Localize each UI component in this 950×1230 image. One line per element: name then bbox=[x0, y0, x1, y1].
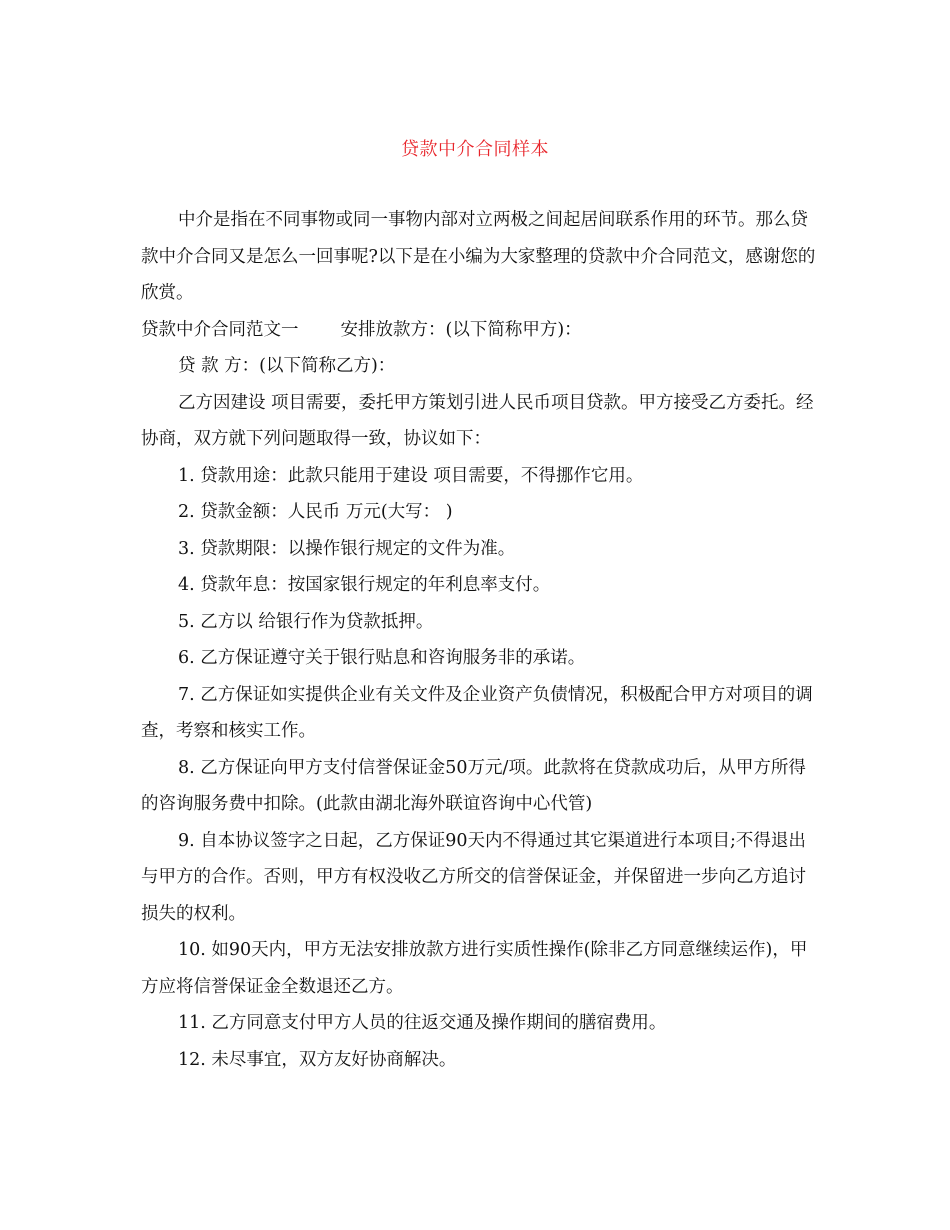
preamble-paragraph: 乙方因建设 项目需要，委托甲方策划引进人民币项目贷款。甲方接受乙方委托。经协商，双方就下列问题取得一致，协议如下： bbox=[141, 392, 814, 449]
sample-heading-line bbox=[141, 312, 816, 349]
clause-11: 11. 乙方同意支付甲方人员的往返交通及操作期间的膳宿费用。 bbox=[178, 1013, 667, 1033]
clause-6: 6. 乙方保证遵守关于银行贴息和咨询服务非的承诺。 bbox=[178, 648, 586, 668]
document-title: 贷款中介合同样本 bbox=[401, 139, 549, 160]
clause-3: 3. 贷款期限：以操作银行规定的文件为准。 bbox=[178, 538, 516, 559]
intro-paragraph: 中介是指在不同事物或同一事物内部对立两极之间起居间联系作用的环节。那么贷款中介合同又是怎么一回事呢?以下是在小编为大家整理的贷款中介合同范文，感谢您的欣赏。 bbox=[141, 210, 816, 303]
clause-4: 4. 贷款年息：按国家银行规定的年利息率支付。 bbox=[178, 575, 551, 595]
clause-9: 9. 自本协议签字之日起，乙方保证90天内不得通过其它渠道进行本项目;不得退出与甲方的合作。否则，甲方有权没收乙方所交的信誉保证金，并保留进一步向乙方追讨损失的权利。 bbox=[141, 830, 806, 924]
clause-12: 12. 未尽事宜，双方友好协商解决。 bbox=[178, 1049, 457, 1070]
document-body bbox=[141, 202, 816, 1078]
clause-8: 8. 乙方保证向甲方支付信誉保证金50万元/项。此款将在贷款成功后，从甲方所得的咨询服务费中扣除。(此款由湖北海外联谊咨询中心代管) bbox=[141, 757, 806, 814]
clause-10: 10. 如90天内，甲方无法安排放款方进行实质性操作(除非乙方同意继续运作)，甲方应将信誉保证金全数退还乙方。 bbox=[141, 940, 808, 997]
clause-1: 1. 贷款用途：此款只能用于建设 项目需要，不得挪作它用。 bbox=[178, 465, 644, 486]
sample-heading: 贷款中介合同范文一 bbox=[141, 319, 299, 340]
clause-2: 2. 贷款金额：人民币 万元(大写： ) bbox=[178, 502, 453, 522]
party-b-line: 贷 款 方：(以下简称乙方)： bbox=[178, 356, 396, 376]
clause-5: 5. 乙方以 给银行作为贷款抵押。 bbox=[178, 611, 434, 632]
party-a-line: 安排放款方：(以下简称甲方)： bbox=[340, 319, 582, 340]
clause-7: 7. 乙方保证如实提供企业有关文件及企业资产负债情况，积极配合甲方对项目的调查，考察和核实工作。 bbox=[141, 684, 813, 741]
